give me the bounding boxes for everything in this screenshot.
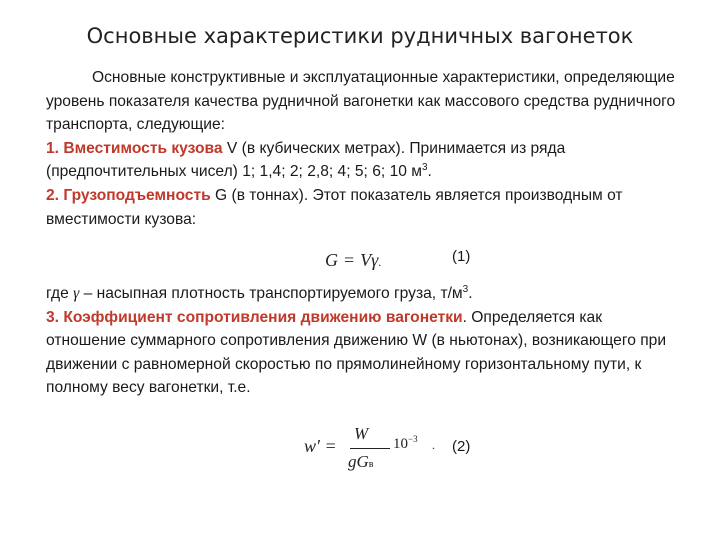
formula1-equals: = bbox=[344, 250, 355, 270]
formula2-fraction-bar bbox=[350, 448, 390, 449]
formula2-factor bbox=[393, 434, 418, 453]
where-prefix: где bbox=[46, 285, 74, 302]
formula2-factor-exponent: −3 bbox=[408, 434, 418, 444]
formula1-number: (1) bbox=[452, 248, 471, 265]
item2-text: G (в тоннах). Этот показатель является производным от вместимости кузова: bbox=[46, 186, 623, 228]
item3-label: 3. Коэффициент сопротивления движению вагонетки bbox=[46, 308, 463, 326]
item1-end: . bbox=[427, 163, 432, 181]
formula2-dot: . bbox=[432, 438, 435, 452]
page-title: Основные характеристики рудничных вагонеток bbox=[86, 24, 634, 48]
item1-unit-superscript: 3 bbox=[421, 162, 428, 174]
where-end: . bbox=[468, 285, 473, 302]
formula2-denominator-main: gG bbox=[348, 452, 369, 471]
intro-paragraph: Основные конструктивные и эксплуатационные характеристики, определяющие уровень показателя качества рудничной вагонетки как массового средства рудничного транспорта, следующие: bbox=[46, 69, 676, 134]
formula2-lhs: w′ = bbox=[304, 436, 337, 456]
where-symbol: γ bbox=[73, 285, 80, 302]
item3-text: . Определяется как отношение суммарного сопротивления движению W (в ньютонах), возникающего при движении с равномерной скоростью по прямолинейному горизонтальному пути, к полному весу вагонетки, т.е. bbox=[46, 308, 667, 397]
formula1-rhs: Vγ bbox=[360, 250, 379, 270]
item1-text: V (в кубических метрах). Принимается из ряда (предпочтительных чисел) 1; 1,4; 2; 2,8; 4; 5; 6; 10 м bbox=[46, 139, 566, 181]
formula-2 bbox=[304, 424, 444, 474]
where-unit-superscript: 3 bbox=[462, 283, 469, 295]
formula2-factor-base: 10 bbox=[393, 436, 408, 452]
formula2-number: (2) bbox=[452, 438, 471, 455]
formula1-dot: . bbox=[378, 255, 382, 269]
formula2-numerator: W bbox=[354, 424, 369, 443]
formula2-denominator bbox=[348, 452, 374, 472]
formula2-denominator-subscript: в bbox=[368, 459, 374, 470]
formula-1 bbox=[325, 250, 381, 271]
item1-label: 1. Вместимость кузова bbox=[46, 139, 223, 157]
item2-label: 2. Грузоподъемность bbox=[46, 186, 211, 204]
formula1-lhs: G bbox=[325, 250, 338, 270]
where-text: – насыпная плотность транспортируемого груза, т/м bbox=[79, 285, 463, 302]
body-block-2 bbox=[46, 282, 686, 400]
body-block bbox=[46, 66, 686, 231]
